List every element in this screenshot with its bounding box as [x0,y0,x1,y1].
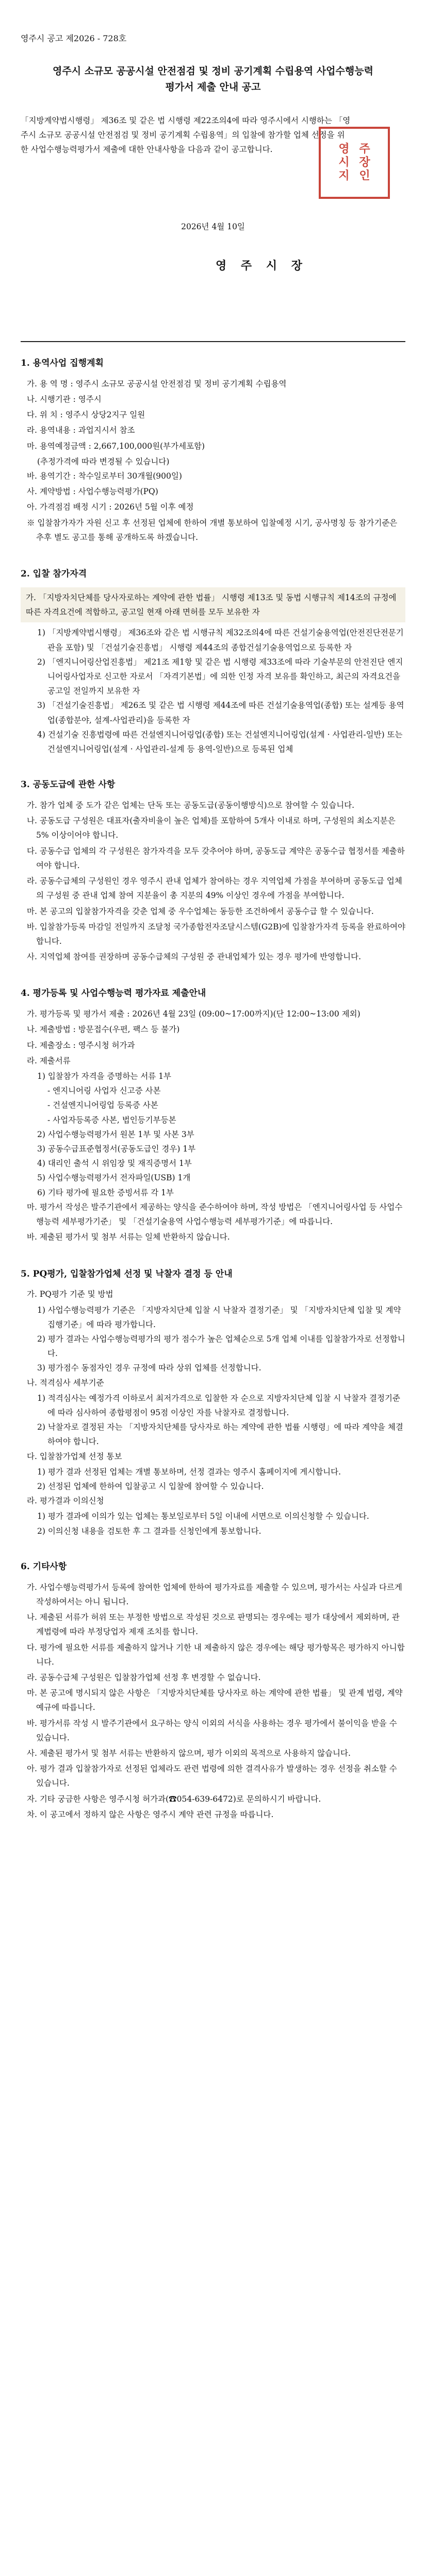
notice-title: 영주시 소규모 공공시설 안전점검 및 정비 공기계획 수립용역 사업수행능력평가서 제출 안내 공고 [53,65,373,93]
list-item: 2) 평가 결과는 사업수행능력평가의 평가 점수가 높은 업체순으로 5개 업체 이내를 입찰참가자로 선정합니다. [37,1334,405,1359]
list-item: - 사업자등록증 사본, 법인등기부등본 [47,1115,176,1125]
section-4-items [21,1007,405,1244]
list-item: 2) 이의신청 내용을 검토한 후 그 결과를 신청인에게 통보합니다. [37,1526,261,1536]
intro-text: 「지방계약법시행령」 제36조 및 같은 법 시행령 제22조의4에 따라 영주시에서 시행하는 「영주시 소규모 공공시설 안전점검 및 정비 공기계획 수립용역」의 입찰에 참가할 업체 선정을 위한 사업수행능력평가서 제출에 대한 안내사항을 다음과 같이 공고합니다. [21,115,351,155]
list-item: 1) 사업수행능력평가 기준은 「지방자치단체 입찰 시 낙찰자 결정기준」 및 「지방자치단체 입찰 및 계약집행기준」에 따라 평가합니다. [37,1305,401,1329]
list-item: 2) 낙찰자로 결정된 자는 「지방자치단체를 당사자로 하는 계약에 관한 법률 시행령」에 따라 계약을 체결하여야 합니다. [37,1422,403,1447]
list-item: 가. 참가 업체 중 도가 같은 업체는 단독 또는 공동도급(공동이행방식)으로 참여할 수 있습니다. [27,801,355,810]
section-5-items [21,1287,405,1538]
seal-char: 시 [338,155,350,169]
list-item: 나. 시행기관 : 영주시 [27,394,102,404]
list-item: 차. 이 공고에서 정하지 않은 사항은 영주시 계약 관련 규정을 따릅니다. [27,1809,274,1819]
section-6-title: 6. 기타사항 [21,1561,67,1572]
list-item: 4) 대리인 출석 시 위임장 및 재직증명서 1부 [37,1159,192,1168]
notice-date: 2026년 4월 10일 [181,222,245,231]
list-item: 4) 건설기술 진흥법령에 따른 건설엔지니어링업(종합) 또는 건설엔지니어링업(설계 · 사업관리-일반) 또는 건설엔지니어링업(설계 · 사업관리-설계 등 용역-일반)으로 등록된 업체 [37,730,403,754]
seal-char: 주 [359,142,370,156]
list-item: 나. 적격심사 세부기준 [27,1378,104,1387]
intro-block [21,101,405,338]
list-item: 3) 「건설기술진흥법」 제26조 및 같은 법 시행령 제44조에 따른 건설기술용역업(종합) 또는 설계등 용역업(종합분야, 설계-사업관리)을 등록한 자 [37,701,404,725]
section-4-title: 4. 평가등록 및 사업수행능력 평가자료 제출안내 [21,988,206,999]
section-1-title: 1. 용역사업 집행계획 [21,358,104,368]
list-item: 1) 입찰참가 자격을 증명하는 서류 1부 [37,1072,172,1081]
list-item: 1) 평가 결과에 이의가 있는 업체는 통보일로부터 5일 이내에 서면으로 이의신청할 수 있습니다. [37,1512,369,1521]
list-item: 바. 입찰참가등록 마감일 전일까지 조달청 국가종합전자조달시스템(G2B)에 입찰참가자격 등록을 완료하여야 합니다. [27,922,405,946]
list-item: 1) 평가 결과 선정된 업체는 개별 통보하며, 선정 결과는 영주시 홈페이지에 게시합니다. [37,1467,341,1477]
list-item: 2) 「엔지니어링산업진흥법」 제21조 제1항 및 같은 법 시행령 제33조에 따라 기술부문의 안전진단 엔지니어링사업자로 신고한 자로서 「자격기본법」에 의한 인정 자격 보유를 확인하고, 최근의 자격요건을 공고일 전일까지 보유한 자 [37,657,403,696]
list-item: 아. 평가 결과 입찰참가자로 선정된 업체라도 관련 법령에 의한 결격사유가 발생하는 경우 선정을 취소할 수 있습니다. [27,1764,397,1788]
list-item: 가. 용 역 명 : 영주시 소규모 공공시설 안전점검 및 정비 공기계획 수립용역 [27,379,287,388]
section-2-title: 2. 입찰 참가자격 [21,568,87,579]
list-item: 자. 기타 궁금한 사항은 영주시청 허가과(☎054-639-6472)로 문의하시기 바랍니다. [27,1794,321,1804]
list-item: 다. 평가에 필요한 서류를 제출하지 않거나 기한 내 제출하지 않은 경우에는 해당 평가항목은 평가하지 아니합니다. [27,1642,405,1667]
list-item: 6) 기타 평가에 필요한 증빙서류 각 1부 [37,1188,174,1197]
list-item: 바. 평가서류 작성 시 발주기관에서 요구하는 양식 이외의 서식을 사용하는 경우 평가에서 불이익을 받을 수 있습니다. [27,1718,397,1742]
divider [21,341,405,342]
list-item: 5) 사업수행능력평가서 전자파일(USB) 1개 [37,1173,191,1183]
highlight-box: 가. 「지방자치단체를 당사자로하는 계약에 관한 법률」 시행령 제13조 및 동법 시행규칙 제14조의 규정에 따른 자격요건에 적합하고, 공고일 현재 아래 면허를 모두 보유한 자 [21,587,405,622]
section-3-title: 3. 공동도급에 관한 사항 [21,779,116,790]
list-item: 마. 본 공고에 명시되지 않은 사항은 「지방자치단체를 당사자로 하는 계약에 관한 법률」 및 관계 법령, 계약예규에 따릅니다. [27,1688,403,1713]
list-item: 바. 제출된 평가서 및 첨부 서류는 일체 반환하지 않습니다. [27,1232,230,1242]
list-item: 사. 제출된 평가서 및 첨부 서류는 반환하지 않으며, 평가 이외의 목적으로 사용하지 않습니다. [27,1749,351,1758]
list-item: 아. 가격점검 배정 시기 : 2026년 5월 이후 예정 [27,502,194,512]
list-item: 사. 지역업체 참여를 권장하며 공동수급체의 구성원 중 관내업체가 있는 경우 평가에 반영합니다. [27,952,362,962]
section-2-items [21,625,405,756]
list-item: 1) 「지방계약법시행령」 제36조와 같은 법 시행규칙 제32조의4에 따른 건설기술용역업(안전진단전문기관을 포함) 및 「건설기술진흥법」 시행령 제44조의 종합건설기술용역업으로 등록한 자 [37,628,404,652]
section-3-items [21,798,405,964]
seal-char: 장 [359,155,370,169]
list-item: ※ 입찰참가자가 자원 신고 후 선정된 업체에 한하여 개별 통보하여 입찰예정 시기, 공사명칭 등 참가기준은 추후 별도 공고를 통해 공개하도록 하겠습니다. [27,518,398,542]
list-item: - 엔지니어링 사업자 신고증 사본 [47,1086,161,1096]
seal-char: 지 [338,168,350,182]
list-item: 마. 평가서 작성은 발주기관에서 제공하는 양식을 준수하여야 하며, 작성 방법은 「엔지니어링사업 등 사업수행능력 세부평가기준」 및 「건설기술용역 사업수행능력 세부평가기준」에 따릅니다. [27,1202,403,1227]
list-item: 마. 본 공고의 입찰참가자격을 갖춘 업체 중 우수업체는 동등한 조건하에서 공동수급 할 수 있습니다. [27,906,374,916]
list-item: 다. 입찰참가업체 선정 통보 [27,1451,122,1461]
list-item: 라. 제출서류 [27,1056,71,1065]
seal-char: 영 [338,142,350,156]
list-item: 1) 적격심사는 예정가격 이하로서 최저가격으로 입찰한 자 순으로 지방자치단체 입찰 시 낙찰자 결정기준에 따라 심사하여 종합평점이 95점 이상인 자를 낙찰자로 결정합니다. [37,1393,400,1418]
section-5-title: 5. PQ평가, 입찰참가업체 선정 및 낙찰자 결정 등 안내 [21,1268,233,1279]
list-item: 바. 용역기간 : 착수일로부터 30개월(900일) [27,471,182,481]
list-item: 라. 평가결과 이의신청 [27,1496,104,1506]
list-item: 마. 용역예정금액 : 2,667,100,000원(부가세포함) [27,441,205,451]
list-item: 3) 평가점수 동점자인 경우 규정에 따라 상위 업체를 선정합니다. [37,1363,261,1373]
list-item: (추정가격에 따라 변경될 수 있습니다) [37,456,170,466]
seal-char: 인 [359,168,370,182]
list-item: 라. 공동수급체의 구성원인 경우 영주시 관내 업체가 참여하는 경우 지역업체 가점을 부여하며 공동도급 업체의 구성원 중 관내 업체 참여 지분율이 총 지분의 49% 이상인 경우에 가점을 부여합니다. [27,876,402,901]
issuer-name: 영 주 시 장 [216,259,307,273]
list-item: 사. 계약방법 : 사업수행능력평가(PQ) [27,487,158,497]
list-item: 나. 공동도급 구성원은 대표자(출자비율이 높은 업체)를 포함하여 5개사 이내로 하며, 구성원의 최소지분은 5% 이상이어야 합니다. [27,816,396,840]
list-item: 2) 선정된 업체에 한하여 입찰공고 시 입찰에 참여할 수 있습니다. [37,1482,264,1492]
list-item: 가. PQ평가 기준 및 방법 [27,1290,113,1299]
list-item: 다. 제출장소 : 영주시청 허가과 [27,1040,135,1050]
list-item: 가. 사업수행능력평가서 등록에 참여한 업체에 한하여 평가자료를 제출할 수 있으며, 평가서는 사실과 다르게 작성하여서는 아니 됩니다. [27,1582,402,1607]
list-item: 나. 제출된 서류가 허위 또는 부정한 방법으로 작성된 것으로 판명되는 경우에는 평가 대상에서 제외하며, 관계법령에 따라 부정당업자 제재 조치를 합니다. [27,1613,400,1637]
section-6-items [21,1580,405,1822]
list-item: 3) 공동수급표준협정서(공동도급인 경우) 1부 [37,1144,196,1154]
list-item: 2) 사업수행능력평가서 원본 1부 및 사본 3부 [37,1129,194,1139]
official-seal [319,127,390,199]
section-1-items [21,377,405,545]
list-item: 다. 공동수급 업체의 각 구성원은 참가자격을 모두 갖추어야 하며, 공동도급 계약은 공동수급 협정서를 제출하여야 합니다. [27,846,405,870]
list-item: 다. 위 치 : 영주시 상당2지구 일원 [27,410,145,420]
list-item: 가. 평가등록 및 평가서 제출 : 2026년 4월 23일 (09:00~17:00까지)(단 12:00~13:00 제외) [27,1009,361,1019]
list-item: 나. 제출방법 : 방문접수(우편, 팩스 등 불가) [27,1025,180,1035]
notice-number: 영주시 공고 제2026 - 728호 [21,33,127,43]
list-item: 라. 공동수급체 구성원은 입찰참가업체 선정 후 변경할 수 없습니다. [27,1673,261,1683]
list-item: - 건설엔지니어링업 등록증 사본 [47,1100,158,1110]
list-item: 라. 용역내용 : 과업지시서 참조 [27,426,135,435]
